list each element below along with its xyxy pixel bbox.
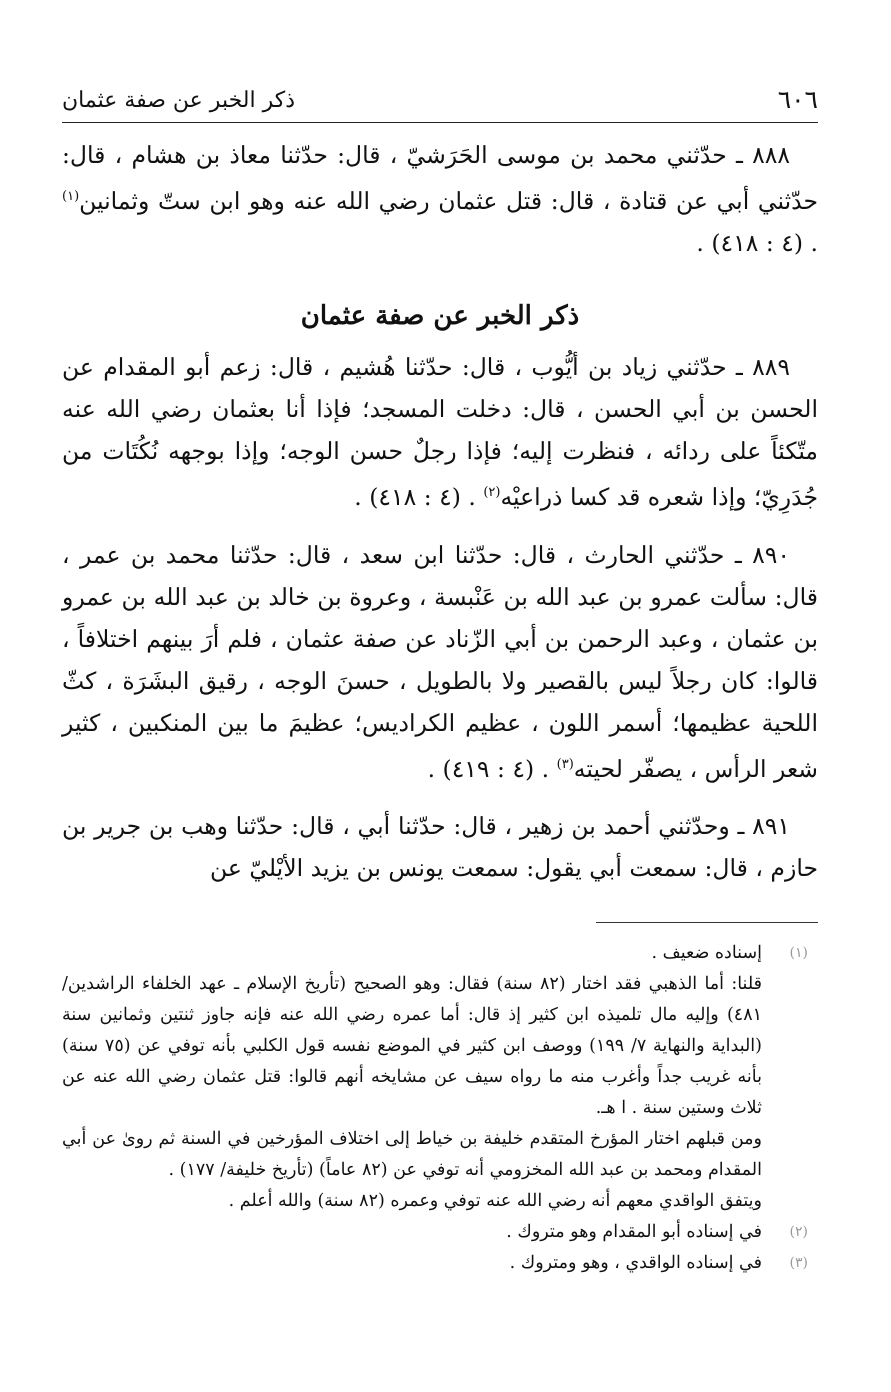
main-text [62,134,818,905]
hadith-888 [62,134,818,264]
footnote-ref: (٣) [556,756,574,772]
footnote-text: إسناده ضعيف . [651,943,762,963]
source-citation: . (٤ : ٤١٨) . [696,228,818,257]
hadith-891 [62,805,818,889]
footnote-3 [62,1248,808,1279]
footnote-2 [62,1217,808,1248]
footnote-1-continued [62,1124,762,1186]
footnote-text: ويتفق الواقدي معهم أنه رضي الله عنه توفي وعمره (٨٢ سنة) والله أعلم . [228,1191,762,1211]
footnote-1-continued [62,1186,762,1217]
hadith-text: ٨٩١ ـ وحدّثني أحمد بن زهير ، قال: حدّثنا أبي ، قال: حدّثنا وهب بن جرير بن حازم ، قال: سمعت أبي يقول: سمعت يونس بن يزيد الأيْليّ عن [62,812,818,883]
hadith-890 [62,534,818,790]
footnote-text: قلنا: أما الذهبي فقد اختار (٨٢ سنة) فقال: وهو الصحيح (تأريخ الإسلام ـ عهد الخلفاء الراشدين/ ٤٨١) وإليه مال تلميذه ابن كثير إذ قال: أما عمره رضي الله عنه فإنه جاوز ثنتين وثمانين سنة (البداية والنهاية ٧/ ١٩٩) ووصف ابن كثير في الموضع نفسه قول الكلبي بأنه توفي عن (٧٥ سنة) بأنه غريب جداً وأغرب منه ما رواه سيف عن مشايخه أنهم قالوا: قتل عثمان رضي الله عنه عن ثلاث وستين سنة . ا هـ. [62,974,762,1118]
footnote-ref: (٢) [483,484,501,500]
page-header [62,82,818,123]
footnote-text: في إسناده الواقدي ، وهو ومتروك . [509,1253,762,1273]
hadith-text: ٨٨٨ ـ حدّثني محمد بن موسى الحَرَشيّ ، قال: حدّثنا معاذ بن هشام ، قال: حدّثني أبي عن قتادة ، قال: قتل عثمان رضي الله عنه وهو ابن ستّ وثمانين [62,141,818,215]
footnote-text: في إسناده أبو المقدام وهو متروك . [506,1222,762,1242]
source-citation: . (٤ : ٤١٨) . [354,482,476,511]
page-number: ٦٠٦ [777,85,818,114]
hadith-text: ٨٩٠ ـ حدّثني الحارث ، قال: حدّثنا ابن سعد ، قال: حدّثنا محمد بن عمر ، قال: سألت عمرو بن عبد الله بن عَنْبسة ، وعروة بن خالد بن عبد الله بن عمرو بن عثمان ، وعبد الرحمن بن أبي الزّناد عن صفة عثمان ، فلم أرَ بينهم اختلافاً ، قالوا: كان رجلاً ليس بالقصير ولا بالطويل ، حسنَ الوجه ، رقيق البشَرَة ، كثّ اللحية عظيمها؛ أسمر اللون ، عظيم الكراديس؛ عظيمَ ما بين المنكبين ، كثير شعر الرأس ، يصفّر لحيته [62,540,818,783]
footnote-1 [62,938,808,969]
hadith-889 [62,346,818,518]
footnotes [62,938,808,1279]
running-title: ذكر الخبر عن صفة عثمان [62,88,295,113]
footnote-mark: (٢) [789,1224,808,1240]
source-citation: . (٤ : ٤١٩) . [427,754,550,783]
section-heading: ذكر الخبر عن صفة عثمان [300,300,580,331]
footnote-text: ومن قبلهم اختار المؤرخ المتقدم خليفة بن خياط إلى اختلاف المؤرخين في السنة ثم روىٰ عن أبي المقدام ومحمد بن عبد الله المخزومي أنه توفي عن (٨٢ عاماً) (تأريخ خليفة/ ١٧٧) . [62,1129,762,1180]
hadith-text: ٨٨٩ ـ حدّثني زياد بن أيُّوب ، قال: حدّثنا هُشيم ، قال: زعم أبو المقدام عن الحسن بن أبي الحسن ، قال: دخلت المسجد؛ فإذا أنا بعثمان رضي الله عنه متّكئاً على ردائه ، فنظرت إليه؛ فإذا رجلٌ حسن الوجه؛ وإذا بوجهه نُكُتَات من جُدَرِيّ؛ وإذا شعره قد كسا ذراعيْه [62,352,818,511]
footnote-mark: (١) [789,945,808,961]
footnote-mark: (٣) [789,1255,808,1271]
footnote-separator [596,922,818,923]
footnote-ref: (١) [62,189,80,204]
footnote-1-continued [62,969,762,1124]
